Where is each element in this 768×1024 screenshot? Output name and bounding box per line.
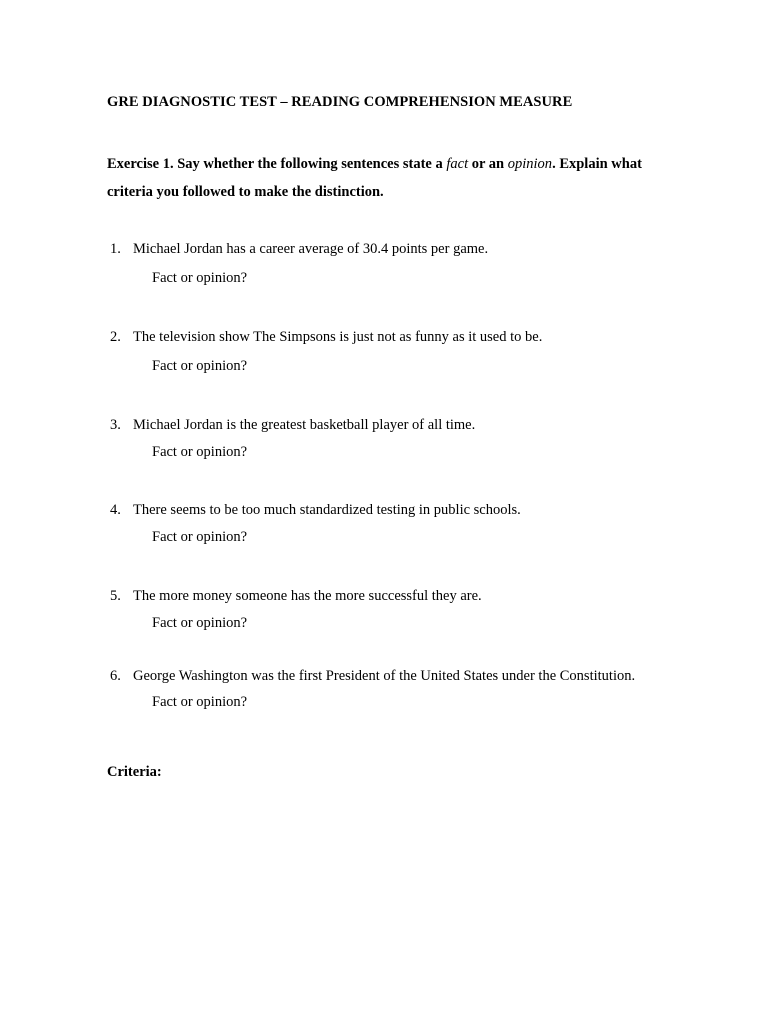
exercise-rest-text: . Explain what criteria you followed to make the distinction. bbox=[107, 156, 642, 200]
question-item bbox=[110, 417, 730, 434]
question-text: Michael Jordan is the greatest basketball player of all time. bbox=[133, 417, 476, 433]
question-text: The television show The Simpsons is just not as funny as it used to be. bbox=[133, 329, 543, 345]
exercise-term-fact: fact bbox=[446, 156, 469, 172]
exercise-intro-text: Exercise 1. Say whether the following sentences state a bbox=[107, 156, 447, 172]
question-text: George Washington was the first President of the United States under the Constitution. bbox=[133, 668, 636, 684]
question-item bbox=[110, 588, 730, 605]
question-item bbox=[110, 502, 730, 519]
question-text: The more money someone has the more successful they are. bbox=[133, 588, 482, 604]
question-prompt: Fact or opinion? bbox=[152, 615, 248, 631]
criteria-label: Criteria: bbox=[107, 764, 162, 780]
question-item bbox=[110, 329, 730, 346]
question-number: 2. bbox=[110, 329, 121, 345]
question-item bbox=[110, 668, 730, 685]
question-prompt: Fact or opinion? bbox=[152, 529, 248, 545]
question-prompt: Fact or opinion? bbox=[152, 270, 248, 286]
question-prompt: Fact or opinion? bbox=[152, 358, 248, 374]
question-text: There seems to be too much standardized testing in public schools. bbox=[133, 502, 521, 518]
exercise-term-opinion: opinion bbox=[507, 156, 553, 172]
question-number: 4. bbox=[110, 502, 121, 518]
exercise-connector-text: or an bbox=[468, 156, 508, 172]
exercise-instructions bbox=[107, 151, 687, 206]
question-prompt: Fact or opinion? bbox=[152, 694, 248, 710]
document-title: GRE DIAGNOSTIC TEST – READING COMPREHENSION MEASURE bbox=[107, 94, 573, 110]
question-number: 5. bbox=[110, 588, 121, 604]
question-prompt: Fact or opinion? bbox=[152, 444, 248, 460]
question-number: 1. bbox=[110, 241, 121, 257]
question-number: 3. bbox=[110, 417, 121, 433]
question-item bbox=[110, 241, 730, 258]
question-number: 6. bbox=[110, 668, 121, 684]
question-text: Michael Jordan has a career average of 30.4 points per game. bbox=[133, 241, 489, 257]
